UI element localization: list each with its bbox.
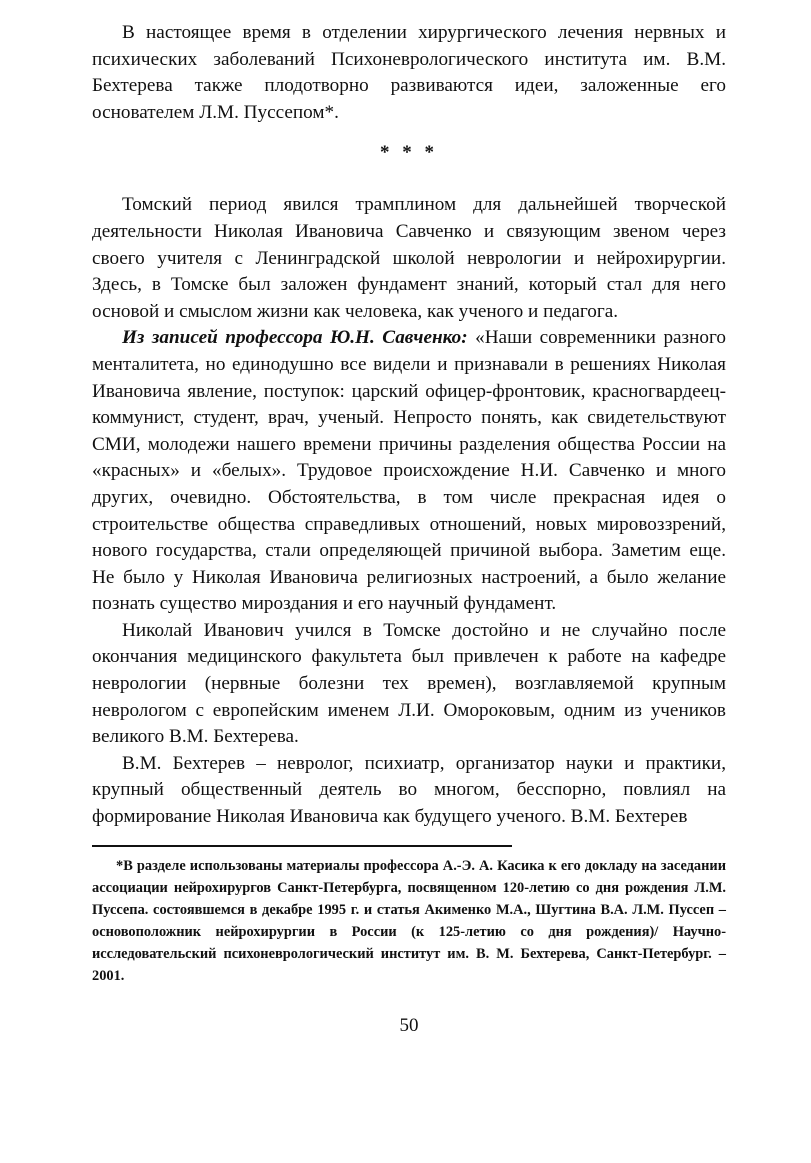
paragraph-study-tomsk: Николай Иванович учился в Томске достойно и не случайно после окончания медицинского факультета был привлечен к работе на кафедре неврологии (нервные болезни тех времен), возглавляемой крупным неврологом с европейским именем Л.И. Омороковым, одним из учеников великого В.М. Бехтерева. <box>92 619 726 748</box>
paragraph-tomsk-period: Томский период явился трамплином для дальнейшей творческой деятельности Николая Ивановича Савченко и связующим звеном через своего учителя с Ленинградской школой неврологии и нейрохирургии. Здесь, в Томске был заложен фундамент знаний, который стал для него основой и смыслом жизни как человека, как ученого и педагога. <box>92 194 726 322</box>
section-separator: * * * <box>380 142 438 164</box>
notes-lead-in: Из записей профессора Ю.Н. Савченко: <box>122 327 468 349</box>
footnote: *В разделе использованы материалы профессора А.-Э. А. Касика к его докладу на заседании ассоциации нейрохирургов Санкт-Петербурга, посвященном 120-летию со дня рождения Л.М. Пуссепа. состоявшемся в декабре 1995 г. и статья Акименко М.А., Шугтина В.А. Л.М. Пуссеп – основоположник нейрохирургии в России (к 125-летию со дня рождения)/ Научно-исследовательский психоневрологический институт им. В. М. Бехтерева, Санкт-Петербург. – 2001. <box>92 857 726 984</box>
notes-quote-text: «Наши современники разного менталитета, но единодушно все видели и признавали в решениях Николая Ивановича явление, поступок: царский офицер-фронтовик, красногвардеец- коммунист, студент, врач, ученый. Непросто понять, как свидетельствуют СМИ, молодежи нашего времени причины разделения общества России на «красных» и «белых». Трудовое происхождение Н.И. Савченко и много других, очевидно. Обстоятельства, в том числе прекрасная идея о строительстве общества справедливых отношений, новых мировоззрений, нового государства, стали определяющей причиной выбора. Заметим еще. Не было у Николая Ивановича религиозных настроений, а было желание познать существо мироздания и его научный фундамент. <box>92 327 726 615</box>
book-page <box>92 20 726 1039</box>
paragraph-savchenko-notes <box>92 325 726 618</box>
paragraph-bekhterev: В.М. Бехтерев – невролог, психиатр, организатор науки и практики, крупный общественный деятель во многом, бесспорно, повлиял на формирование Николая Ивановича как будущего ученого. В.М. Бехтерев <box>92 752 726 828</box>
page-number: 50 <box>399 1014 419 1036</box>
paragraph-intro: В настоящее время в отделении хирургического лечения нервных и психических заболеваний Психоневрологического института им. В.М. Бехтерева также плодотворно развиваются идеи, заложенные его основателем Л.М. Пуссепом*. <box>92 22 726 123</box>
footnote-divider <box>92 845 512 847</box>
